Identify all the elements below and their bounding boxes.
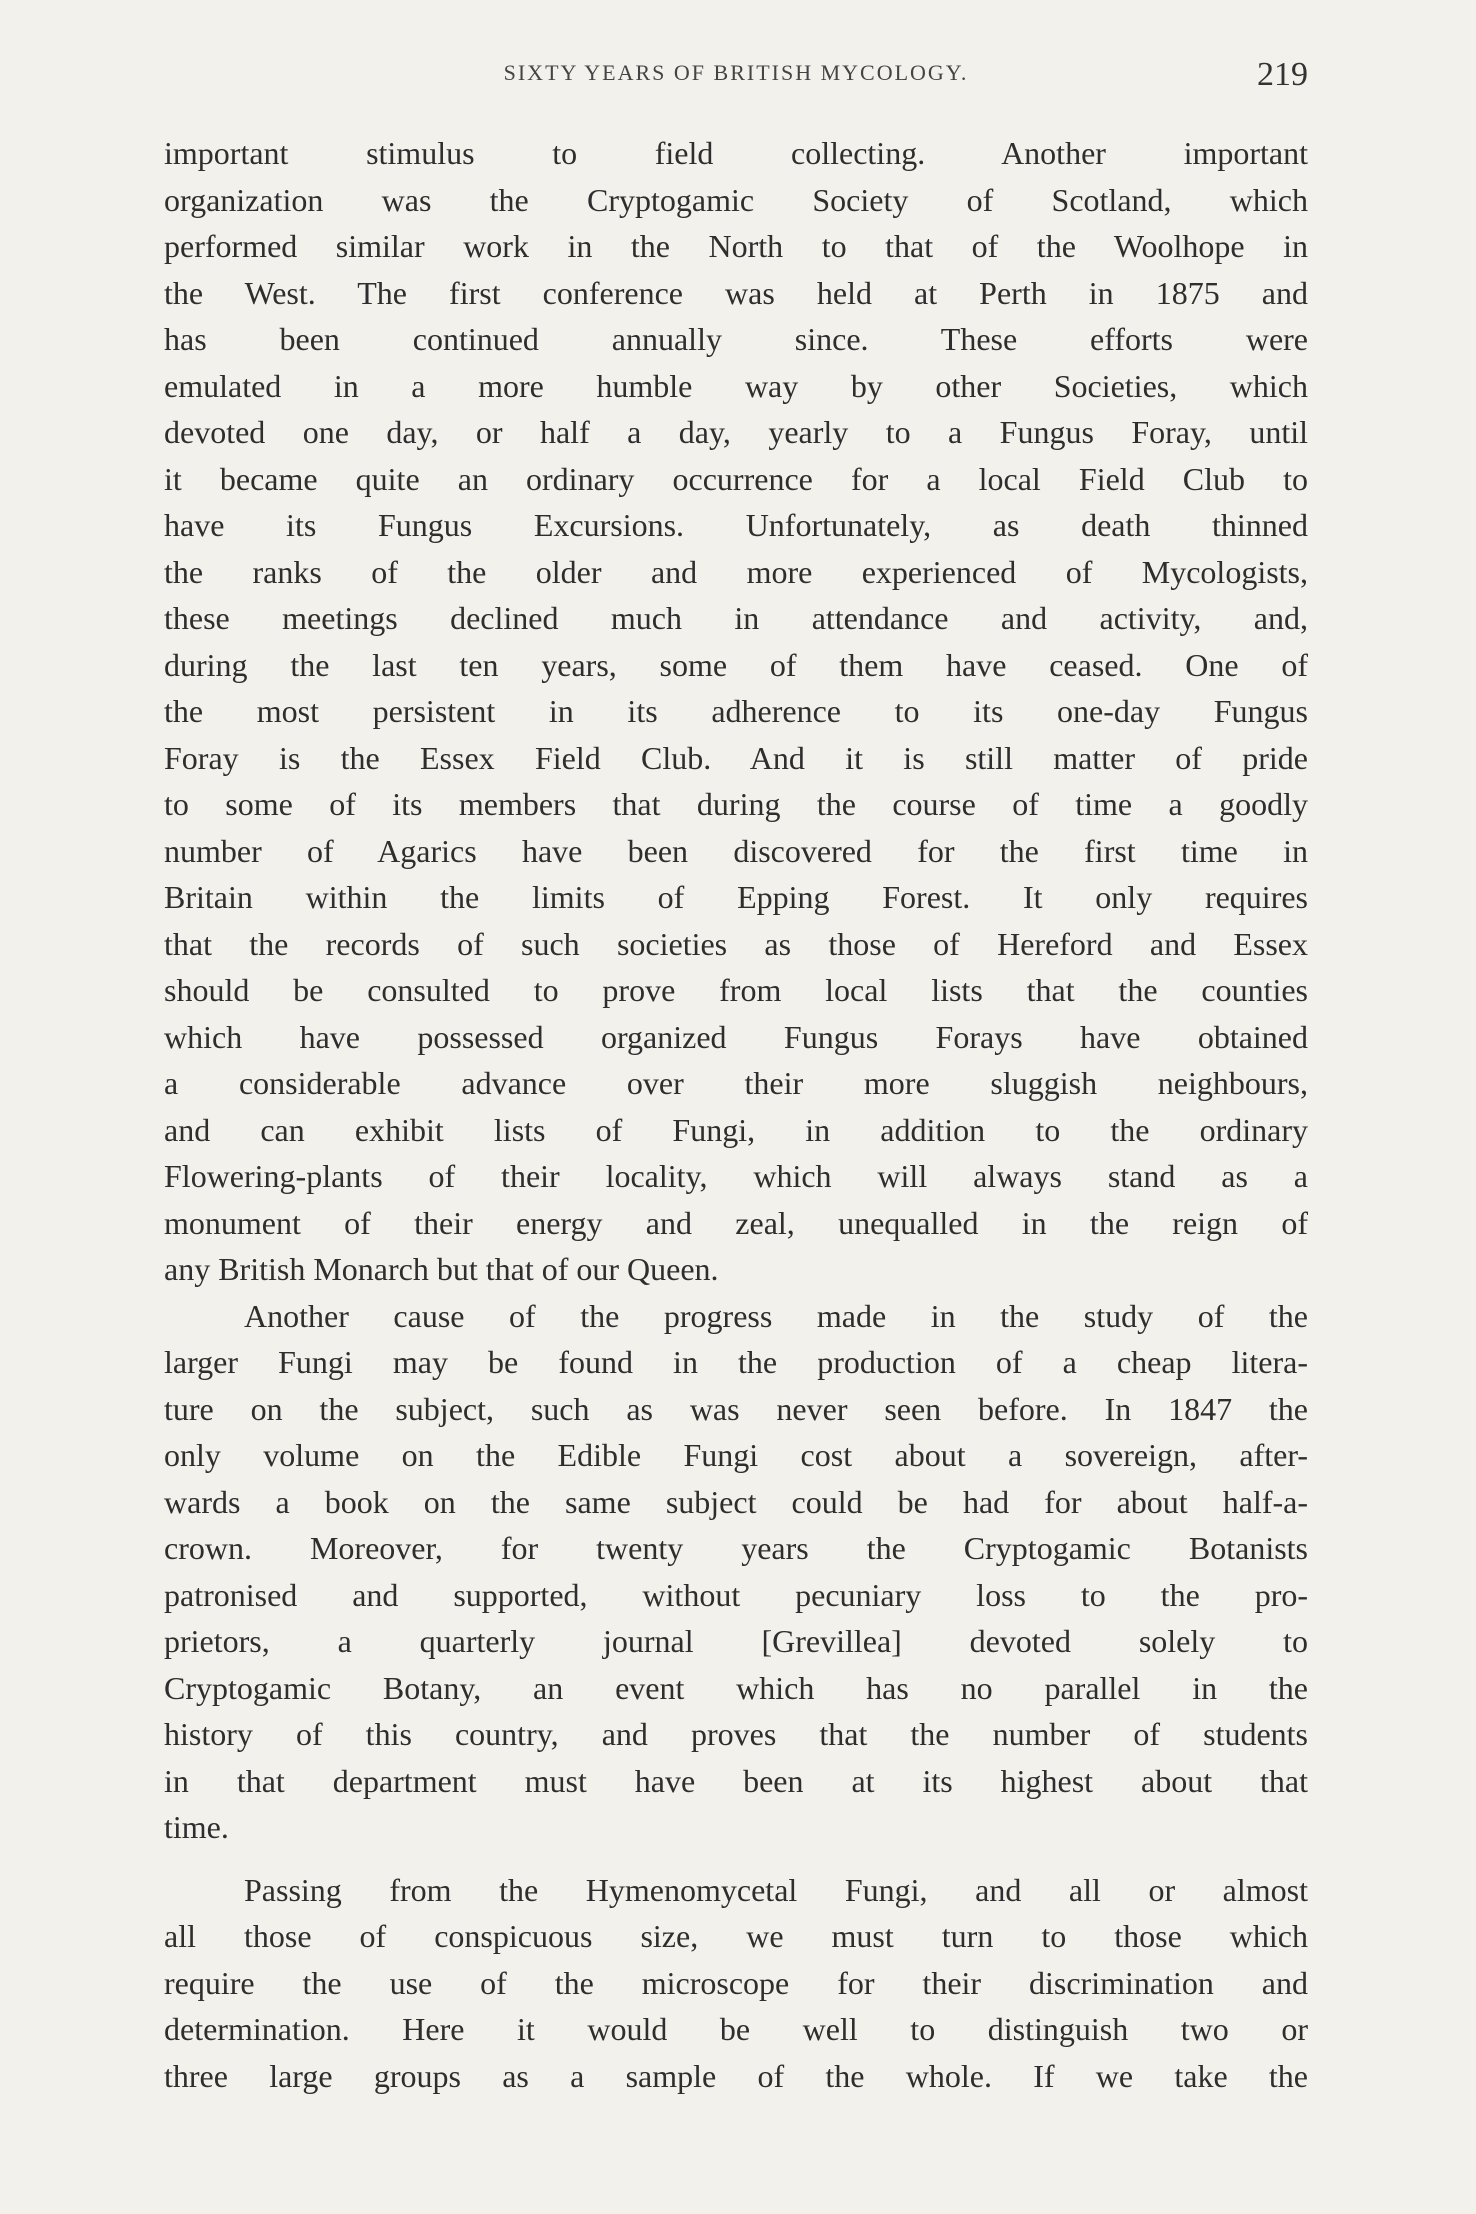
text-line: number of Agarics have been discovered for the first time in: [164, 832, 1308, 869]
text-line: Britain within the limits of Epping Forest. It only requires: [164, 879, 1308, 915]
text-line: crown. Moreover, for twenty years the Cryptogamic Botanists: [164, 1530, 1308, 1566]
text-line: emulated in a more humble way by other Societies, which: [164, 367, 1308, 404]
body-text: [164, 130, 1308, 2099]
running-title: SIXTY YEARS OF BRITISH MYCOLOGY.: [503, 60, 969, 85]
text-line: have its Fungus Excursions. Unfortunately, as death thinned: [164, 507, 1308, 543]
running-head: [164, 56, 1308, 104]
text-line: history of this country, and proves that the number of students: [164, 1716, 1308, 1752]
text-line: devoted one day, or half a day, yearly to a Fungus Foray, until: [164, 414, 1308, 450]
text-line: should be consulted to prove from local lists that the counties: [164, 972, 1308, 1008]
text-line: it became quite an ordinary occurrence for a local Field Club to: [164, 460, 1308, 497]
text-line: wards a book on the same subject could be had for about half-a-: [164, 1483, 1308, 1520]
text-line: important stimulus to field collecting. Another important: [164, 135, 1308, 171]
text-line: which have possessed organized Fungus Forays have obtained: [164, 1018, 1308, 1055]
text-line: has been continued annually since. These efforts were: [164, 321, 1308, 357]
text-line: organization was the Cryptogamic Society of Scotland, which: [164, 181, 1308, 218]
text-line: and can exhibit lists of Fungi, in addition to the ordinary: [164, 1111, 1308, 1148]
paragraph-3: [164, 1867, 1308, 2100]
page-number: 219: [1257, 56, 1308, 93]
paragraph-1: [164, 130, 1308, 1293]
paragraph-gap: [164, 1851, 1308, 1867]
text-line: patronised and supported, without pecuniary loss to the pro-: [164, 1576, 1308, 1613]
text-line: the ranks of the older and more experienced of Mycologists,: [164, 553, 1308, 590]
text-line: the West. The first conference was held at Perth in 1875 and: [164, 274, 1308, 311]
text-line: a considerable advance over their more sluggish neighbours,: [164, 1065, 1308, 1101]
text-line: any British Monarch but that of our Queen.: [164, 1251, 719, 1287]
paragraph-2: [164, 1293, 1308, 1851]
text-line: larger Fungi may be found in the production of a cheap litera-: [164, 1344, 1308, 1380]
text-line: performed similar work in the North to that of the Woolhope in: [164, 228, 1308, 264]
text-line: three large groups as a sample of the whole. If we take the: [164, 2057, 1308, 2094]
text-line: Another cause of the progress made in the study of the: [244, 1297, 1308, 1334]
text-line: Flowering-plants of their locality, which will always stand as a: [164, 1158, 1308, 1194]
text-line: monument of their energy and zeal, unequalled in the reign of: [164, 1204, 1308, 1241]
text-line: time.: [164, 1809, 229, 1845]
text-line: all those of conspicuous size, we must turn to those which: [164, 1918, 1308, 1954]
text-line: to some of its members that during the course of time a goodly: [164, 786, 1308, 822]
text-line: prietors, a quarterly journal [Grevillea] devoted solely to: [164, 1623, 1308, 1659]
text-line: ture on the subject, such as was never seen before. In 1847 the: [164, 1390, 1308, 1427]
text-line: Passing from the Hymenomycetal Fungi, and all or almost: [244, 1871, 1308, 1908]
text-line: only volume on the Edible Fungi cost about a sovereign, after-: [164, 1437, 1308, 1473]
text-line: in that department must have been at its highest about that: [164, 1762, 1308, 1799]
text-line: these meetings declined much in attendance and activity, and,: [164, 600, 1308, 636]
text-line: Cryptogamic Botany, an event which has no parallel in the: [164, 1669, 1308, 1706]
text-line: determination. Here it would be well to distinguish two or: [164, 2011, 1308, 2047]
text-line: Foray is the Essex Field Club. And it is still matter of pride: [164, 739, 1308, 776]
text-line: that the records of such societies as those of Hereford and Essex: [164, 925, 1308, 962]
text-line: require the use of the microscope for their discrimination and: [164, 1964, 1308, 2001]
text-line: during the last ten years, some of them have ceased. One of: [164, 646, 1308, 683]
text-line: the most persistent in its adherence to its one-day Fungus: [164, 693, 1308, 729]
